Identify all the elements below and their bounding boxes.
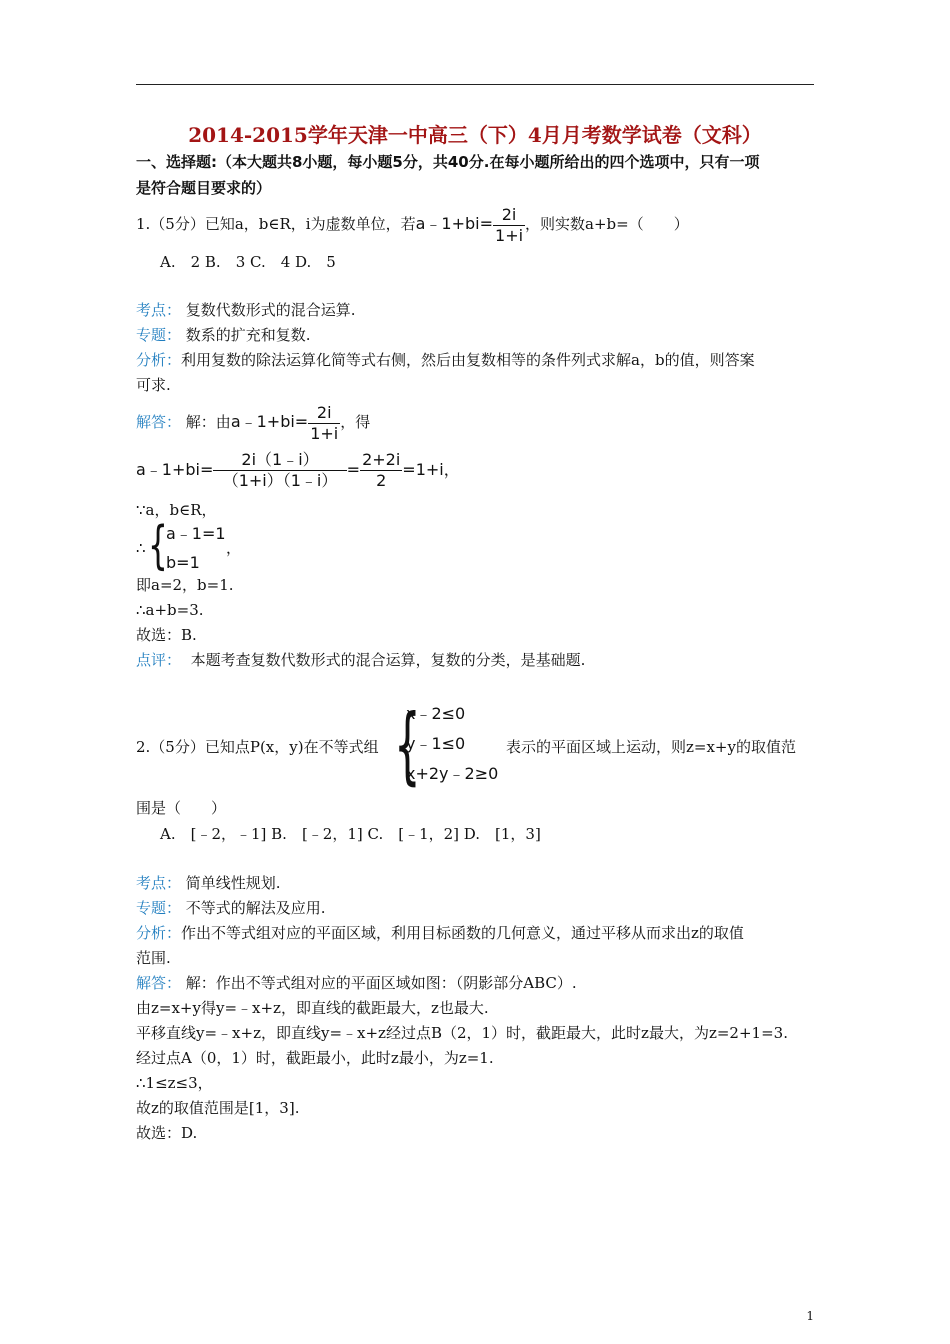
header-rule xyxy=(136,84,814,85)
q2-line4: 经过点A（0，1）时，截距最小，此时z最小，为z=1. xyxy=(136,1049,494,1067)
section-heading-line2: 是符合题目要求的） xyxy=(136,179,272,197)
q2-fenxi-line1: 作出不等式组对应的平面区域，利用目标函数的几何意义，通过平移从而求出z的取值 xyxy=(181,924,744,942)
q1-options: A. 2 B. 3 C. 4 D. 5 xyxy=(160,253,336,271)
q2-ineq1: x﹣2≤0 xyxy=(406,704,466,723)
q1-eq-den2: 2 xyxy=(376,471,387,490)
q1-answer: 故选：B. xyxy=(136,626,197,644)
q2-ineq3: x+2y﹣2≥0 xyxy=(406,764,499,783)
q1-jieda-fraction xyxy=(308,403,340,444)
q1-kaodian-label: 考点： xyxy=(136,301,182,319)
q1-because: ∵a，b∈R， xyxy=(136,501,217,519)
q2-jieda-label: 解答： xyxy=(136,974,182,992)
q1-eq-lhs: a﹣1+bi= xyxy=(136,460,214,479)
page-number: 1 xyxy=(806,1309,814,1323)
q1-system-line1: a﹣1=1 xyxy=(166,524,226,543)
q1-jieda-denominator: 1+i xyxy=(310,423,339,443)
q1-frac-denominator: 1+i xyxy=(495,225,524,245)
q1-jieda-label: 解答： xyxy=(136,413,182,431)
q1-jieda-suffix: ，得 xyxy=(340,413,371,431)
q2-ineq2: y﹣1≤0 xyxy=(406,734,466,753)
section-heading-line1: 一、选择题:（本大题共8小题，每小题5分，共40分.在每小题所给出的四个选项中，只有一项 xyxy=(136,153,760,171)
q1-eq-equals: = xyxy=(346,460,361,479)
q2-jieda-line1: 解：作出不等式组对应的平面区域如图：（阴影部分ABC）. xyxy=(185,974,577,992)
q1-system-comma: ， xyxy=(226,539,242,557)
q1-dianping-label: 点评： xyxy=(136,651,182,669)
q1-therefore-symbol: ∴ xyxy=(136,539,146,557)
q1-fenxi xyxy=(136,350,755,370)
q1-zhuanti-label: 专题： xyxy=(136,326,182,344)
q1-eq-tail: =1+i， xyxy=(402,460,460,479)
q1-eq-num2: 2+2i xyxy=(362,450,401,469)
q1-eq-den1: （1+i）（1﹣i） xyxy=(222,471,338,490)
q2-line5: ∴1≤z≤3， xyxy=(136,1074,213,1092)
q1-dianping-text: 本题考查复数代数形式的混合运算，复数的分类，是基础题. xyxy=(190,651,586,669)
q1-stem-lhs: a﹣1+bi= xyxy=(415,214,494,233)
q2-line6: 故z的取值范围是[1，3]. xyxy=(136,1099,300,1117)
q1-jieda xyxy=(136,402,370,444)
q2-options: A. [﹣2，﹣1] B. [﹣2，1] C. [﹣1，2] D. [1，3] xyxy=(160,825,541,843)
q2-jieda xyxy=(136,973,577,993)
q1-sum: ∴a+b=3. xyxy=(136,601,204,619)
q1-eq-fraction1 xyxy=(213,450,346,491)
q1-frac-numerator: 2i xyxy=(493,205,525,226)
q2-zhuanti-label: 专题： xyxy=(136,899,182,917)
q1-ji: 即a=2，b=1. xyxy=(136,576,234,594)
q2-zhuanti-text: 不等式的解法及应用. xyxy=(185,899,326,917)
q1-stem-prefix: 1.（5分）已知a，b∈R，i为虚数单位，若 xyxy=(136,215,416,233)
q1-stem-fraction xyxy=(493,205,525,246)
q2-line7: 故选：D. xyxy=(136,1124,198,1142)
q1-equation xyxy=(136,450,460,491)
q1-dianping xyxy=(136,650,585,670)
q2-fenxi-label: 分析： xyxy=(136,924,182,942)
q2-system-brace: { xyxy=(394,696,421,794)
q1-kaodian xyxy=(136,300,356,320)
q2-line2: 由z=x+y得y=﹣x+z，即直线的截距最大，z也最大. xyxy=(136,999,489,1017)
q1-stem-suffix: ，则实数a+b=（ ） xyxy=(525,215,689,233)
q1-jieda-numerator: 2i xyxy=(308,403,340,424)
q2-stem-line2: 围是（ ） xyxy=(136,799,227,817)
q1-kaodian-text: 复数代数形式的混合运算. xyxy=(185,301,356,319)
q2-fenxi xyxy=(136,923,744,943)
q1-system-line2: b=1 xyxy=(166,553,200,572)
q1-jieda-prefix: 解：由 xyxy=(185,413,231,431)
q2-kaodian-text: 简单线性规划. xyxy=(185,874,281,892)
q2-fenxi-line2: 范围. xyxy=(136,949,171,967)
q1-eq-fraction2 xyxy=(360,450,402,491)
page-title: 2014-2015学年天津一中高三（下）4月月考数学试卷（文科） xyxy=(188,123,762,147)
q2-stem-prefix: 2.（5分）已知点P(x，y)在不等式组 xyxy=(136,738,379,756)
q1-system-brace: { xyxy=(148,516,168,576)
q1-fenxi-label: 分析： xyxy=(136,351,182,369)
q2-kaodian-label: 考点： xyxy=(136,874,182,892)
q1-fenxi-line2: 可求. xyxy=(136,376,171,394)
q1-zhuanti xyxy=(136,325,311,345)
q2-line3: 平移直线y=﹣x+z，即直线y=﹣x+z经过点B（2，1）时，截距最大，此时z最大，为z=2+1=3. xyxy=(136,1024,788,1042)
q2-zhuanti xyxy=(136,898,326,918)
q1-fenxi-line1: 利用复数的除法运算化简等式右侧，然后由复数相等的条件列式求解a，b的值，则答案 xyxy=(181,351,755,369)
q1-stem xyxy=(136,204,689,246)
q1-eq-num1: 2i（1﹣i） xyxy=(213,450,346,471)
q1-zhuanti-text: 数系的扩充和复数. xyxy=(185,326,311,344)
q1-jieda-lhs: a﹣1+bi= xyxy=(230,412,309,431)
q2-kaodian xyxy=(136,873,281,893)
q2-stem-suffix: 表示的平面区域上运动，则z=x+y的取值范 xyxy=(506,738,796,756)
